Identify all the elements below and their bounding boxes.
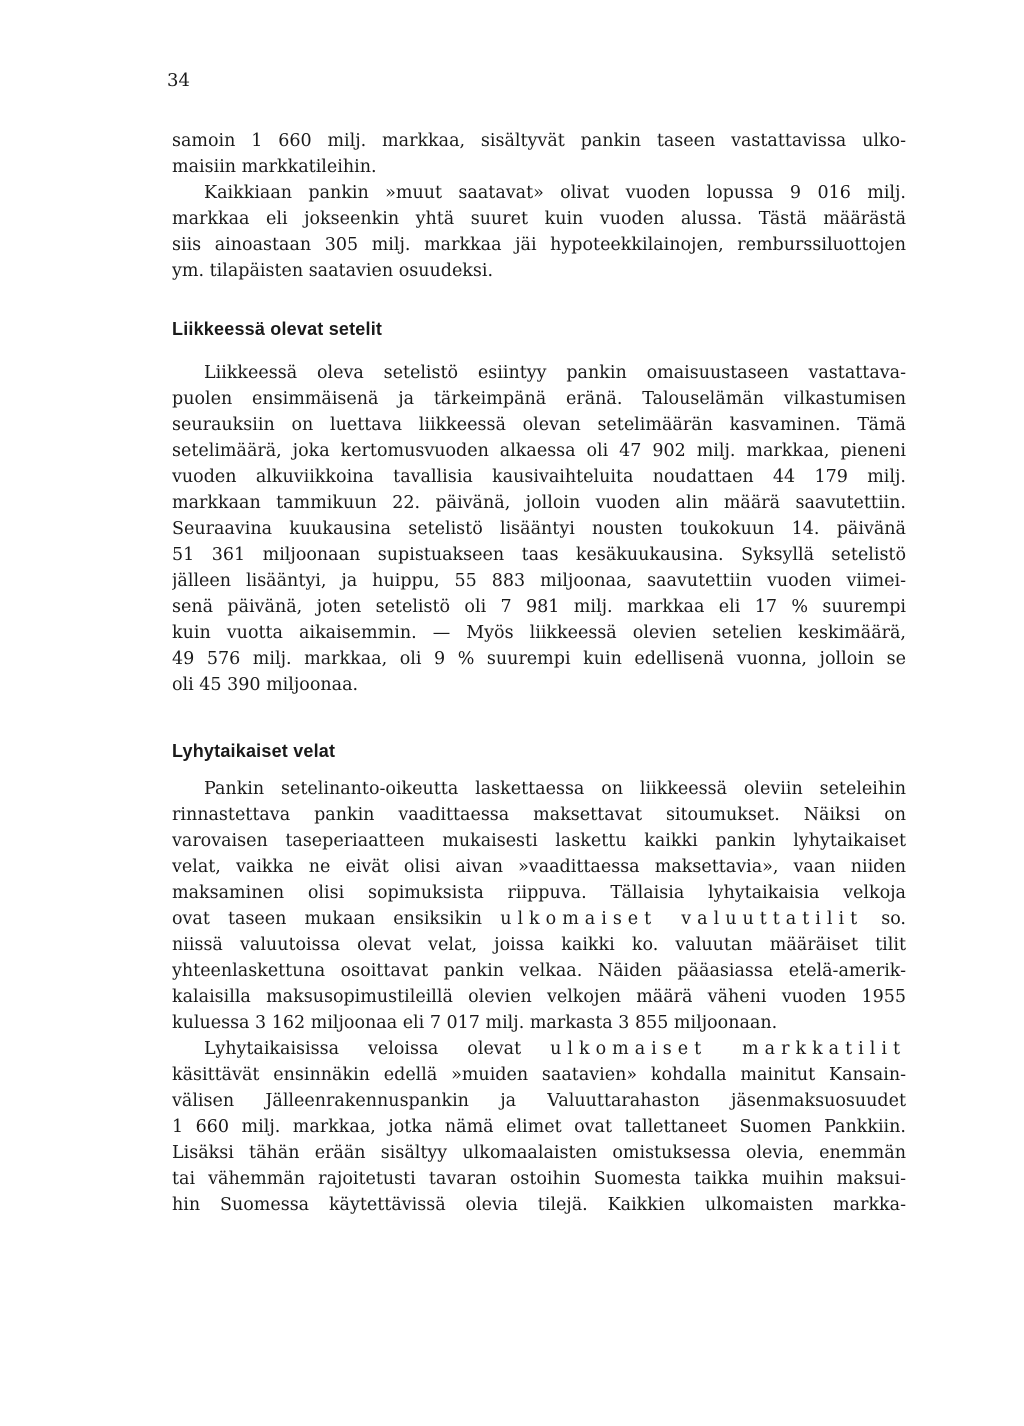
text-line: siis ainoastaan 305 milj. markkaa jäi hypoteekkilainojen, remburssiluottojen: [172, 235, 906, 255]
text-line: yhteenlaskettuna osoittavat pankin velkaa. Näiden pääasiassa etelä-amerik-: [172, 961, 906, 981]
text-line: markkaa eli jokseenkin yhtä suuret kuin vuoden alussa. Tästä määrästä: [172, 209, 906, 229]
text-line: Seuraavina kuukausina setelistö lisääntyi nousten toukokuun 14. päivänä: [172, 519, 906, 539]
text-line: seurauksiin on luettava liikkeessä olevan setelimäärän kasvaminen. Tämä: [172, 415, 906, 435]
section-heading: Liikkeessä olevat setelit: [172, 319, 383, 339]
text-line: ym. tilapäisten saatavien osuudeksi.: [172, 261, 494, 281]
text-line-spaced: [204, 1036, 906, 1062]
text-line: kuluessa 3 162 miljoonaa eli 7 017 milj. markasta 3 855 miljoonaan.: [172, 1013, 778, 1033]
text-line: markkaan tammikuun 22. päivänä, jolloin vuoden alin määrä saavutettiin.: [172, 493, 906, 513]
text-line: tai vähemmän rajoitetusti tavaran ostoihin Suomesta taikka muihin maksui-: [172, 1169, 906, 1189]
text-line: maksaminen olisi sopimuksista riippuva. Tällaisia lyhytaikaisia velkoja: [172, 883, 906, 903]
text-line: jälleen lisääntyi, ja huippu, 55 883 miljoonaa, saavutettiin vuoden viimei-: [172, 571, 906, 591]
text-line: vuoden alkuviikkoina tavallisia kausivaihteluita noudattaen 44 179 milj.: [172, 467, 906, 487]
emphasized-term: ulkomaiset valuuttatilit: [500, 909, 864, 929]
text-line: puolen ensimmäisenä ja tärkeimpänä eränä. Talouselämän vilkastumisen: [172, 389, 906, 409]
text-line: Pankin setelinanto-oikeutta laskettaessa on liikkeessä oleviin seteleihin: [204, 779, 906, 799]
page-number: 34: [167, 70, 190, 91]
text-line: 1 660 milj. markkaa, jotka nämä elimet ovat tallettaneet Suomen Pankkiin.: [172, 1117, 906, 1137]
text-fragment: so.: [881, 909, 906, 929]
text-line: senä päivänä, joten setelistö oli 7 981 milj. markkaa eli 17 % suurempi: [172, 597, 906, 617]
text-line: rinnastettava pankin vaadittaessa maksettavat sitoumukset. Näiksi on: [172, 805, 906, 825]
text-line: kalaisilla maksusopimustileillä olevien velkojen määrä väheni vuoden 1955: [172, 987, 906, 1007]
text-line: Lisäksi tähän erään sisältyy ulkomaalaisten omistuksessa olevia, enemmän: [172, 1143, 906, 1163]
text-line: kuin vuotta aikaisemmin. — Myös liikkeessä olevien setelien keskimäärä,: [172, 623, 906, 643]
text-line: oli 45 390 miljoonaa.: [172, 675, 359, 695]
section-heading: Lyhytaikaiset velat: [172, 741, 336, 761]
text-line: 49 576 milj. markkaa, oli 9 % suurempi kuin edellisenä vuonna, jolloin se: [172, 649, 906, 669]
text-line: käsittävät ensinnäkin edellä »muiden saatavien» kohdalla mainitut Kansain-: [172, 1065, 906, 1085]
text-line: 51 361 miljoonaan supistuakseen taas kesäkuukausina. Syksyllä setelistö: [172, 545, 906, 565]
text-fragment: ovat taseen mukaan ensiksikin: [172, 909, 483, 929]
text-line: varovaisen taseperiaatteen mukaisesti laskettu kaikki pankin lyhytaikaiset: [172, 831, 906, 851]
text-line: samoin 1 660 milj. markkaa, sisältyvät pankin taseen vastattavissa ulko-: [172, 131, 906, 151]
text-line: hin Suomessa käytettävissä olevia tilejä. Kaikkien ulkomaisten markka-: [172, 1195, 906, 1215]
text-fragment: Lyhytaikaisissa veloissa olevat: [204, 1039, 522, 1059]
emphasized-term: ulkomaiset markkatilit: [550, 1039, 906, 1059]
text-line: maisiin markkatileihin.: [172, 157, 377, 177]
text-line: Liikkeessä oleva setelistö esiintyy pankin omaisuustaseen vastattava-: [204, 363, 906, 383]
text-line: niissä valuutoissa olevat velat, joissa kaikki ko. valuutan määräiset tilit: [172, 935, 906, 955]
text-line: velat, vaikka ne eivät olisi aivan »vaadittaessa maksettavia», vaan niiden: [172, 857, 906, 877]
text-line: setelimäärä, joka kertomusvuoden alkaessa oli 47 902 milj. markkaa, pieneni: [172, 441, 906, 461]
text-line-spaced: [172, 906, 906, 932]
text-line: välisen Jälleenrakennuspankin ja Valuuttarahaston jäsenmaksuosuudet: [172, 1091, 906, 1111]
text-line: Kaikkiaan pankin »muut saatavat» olivat vuoden lopussa 9 016 milj.: [204, 183, 906, 203]
